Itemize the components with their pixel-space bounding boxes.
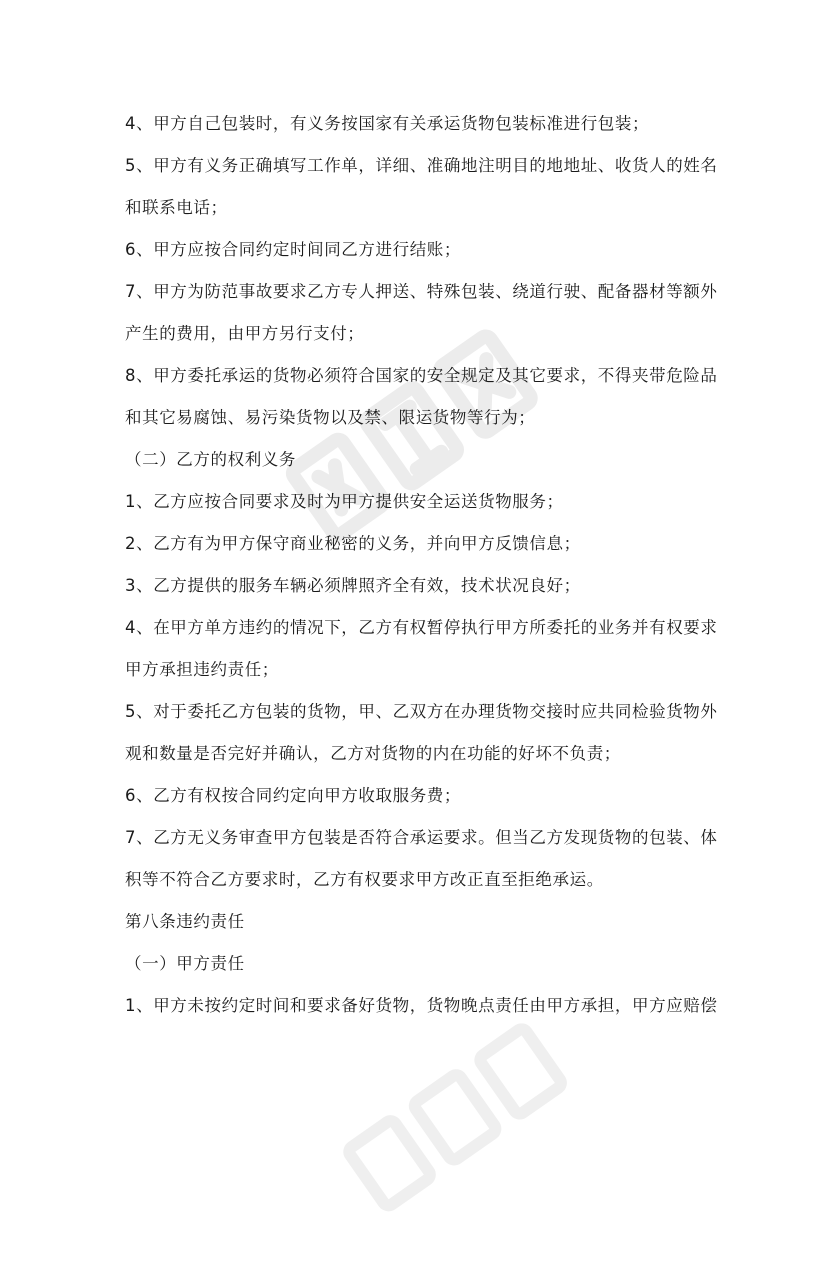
text-line: 和其它易腐蚀、易污染货物以及禁、限运货物等行为； (125, 408, 536, 427)
text-line: 和联系电话； (125, 198, 228, 217)
section-heading: （二）乙方的权利义务 (125, 450, 296, 469)
text-line: 6、乙方有权按合同约定向甲方收取服务费； (125, 786, 461, 805)
text-line: 6、甲方应按合同约定时间同乙方进行结账； (125, 240, 461, 259)
text-line: 2、乙方有为甲方保守商业秘密的义务，并向甲方反馈信息； (125, 534, 581, 553)
text-line: 7、乙方无义务审查甲方包装是否符合承运要求。但当乙方发现货物的包装、体 (125, 828, 718, 847)
text-line: 7、甲方为防范事故要求乙方专人押送、特殊包装、绕道行驶、配备器材等额外 (125, 282, 718, 301)
text-line: 5、甲方有义务正确填写工作单，详细、准确地注明目的地地址、收货人的姓名 (125, 156, 718, 175)
text-line: 4、在甲方单方违约的情况下，乙方有权暂停执行甲方所委托的业务并有权要求 (125, 618, 718, 637)
article-heading: 第八条违约责任 (125, 912, 245, 931)
document-body (125, 105, 725, 1025)
text-line: 8、甲方委托承运的货物必须符合国家的安全规定及其它要求，不得夹带危险品 (125, 366, 718, 385)
text-line: 产生的费用，由甲方另行支付； (125, 324, 365, 343)
text-line: 4、甲方自己包装时，有义务按国家有关承运货物包装标准进行包装； (125, 114, 650, 133)
text-line: 甲方承担违约责任； (125, 660, 279, 679)
text-line: 1、甲方未按约定时间和要求备好货物，货物晚点责任由甲方承担，甲方应赔偿 (125, 996, 718, 1015)
text-line: 观和数量是否完好并确认，乙方对货物的内在功能的好坏不负责； (125, 744, 621, 763)
text-line: 积等不符合乙方要求时，乙方有权要求甲方改正直至拒绝承运。 (125, 870, 604, 889)
text-line: 3、乙方提供的服务车辆必须牌照齐全有效，技术状况良好； (125, 576, 581, 595)
text-line: 1、乙方应按合同要求及时为甲方提供安全运送货物服务； (125, 492, 564, 511)
section-heading: （一）甲方责任 (125, 954, 245, 973)
text-line: 5、对于委托乙方包装的货物，甲、乙双方在办理货物交接时应共同检验货物外 (125, 702, 718, 721)
